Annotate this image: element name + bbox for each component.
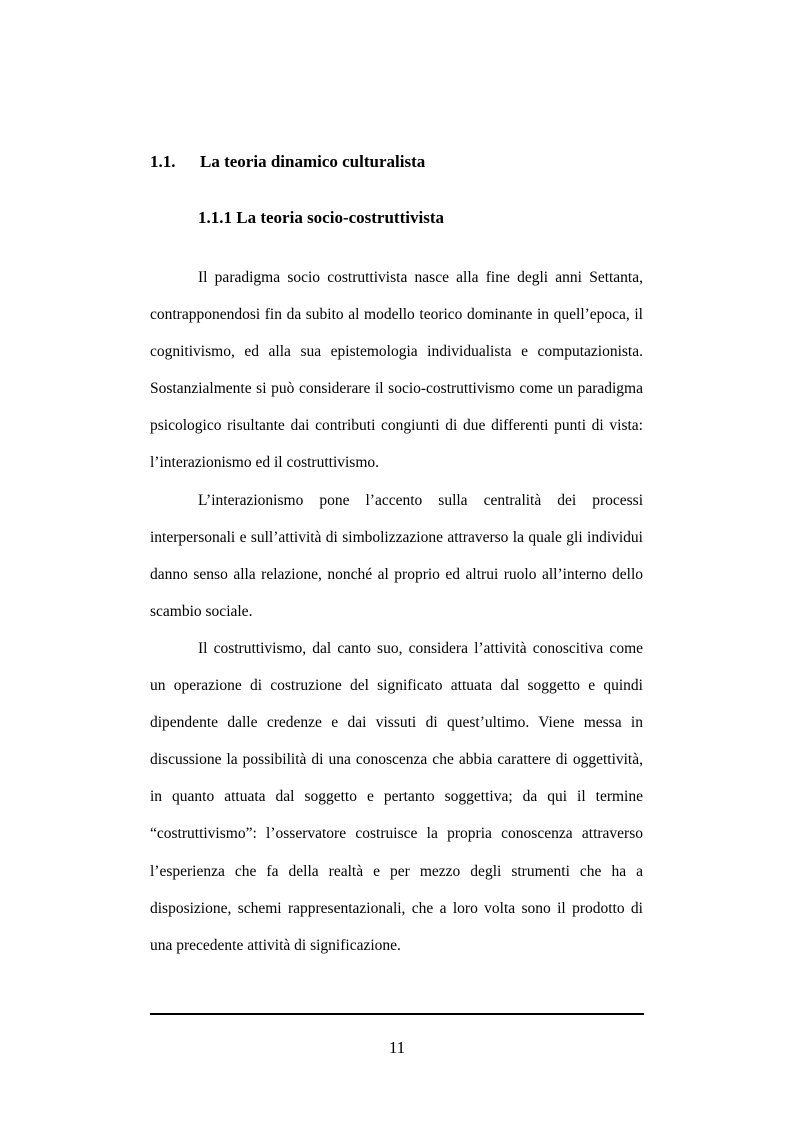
- page-number: 11: [388, 1038, 406, 1057]
- section-number: 1.1.: [150, 152, 176, 171]
- section-heading: [150, 152, 425, 172]
- section-title: La teoria dinamico culturalista: [200, 152, 426, 171]
- paragraph-2: L’interazionismo pone l’accento sulla centralità dei processi interpersonali e sull’attività di simbolizzazione attraverso la quale gli individui danno senso alla relazione, nonché al proprio ed altrui ruolo all’interno dello scambio sociale.: [150, 491, 643, 620]
- footer-divider: [150, 1013, 644, 1015]
- body-text: [150, 259, 643, 964]
- paragraph-1: Il paradigma socio costruttivista nasce alla fine degli anni Settanta, contrapponendosi fin da subito al modello teorico dominante in quell’epoca, il cognitivismo, ed alla sua epistemologia individualista e computazionista. Sostanzialmente si può considerare il socio-costruttivismo come un paradigma psicologico risultante dai contributi congiunti di due differenti punti di vista: l’interazionismo ed il costruttivismo.: [150, 269, 643, 472]
- subsection-heading: 1.1.1 La teoria socio-costruttivista: [198, 208, 444, 227]
- paragraph-3: Il costruttivismo, dal canto suo, considera l’attività conoscitiva come un operazione di costruzione del significato attuata dal soggetto e quindi dipendente dalle credenze e dai vissuti di quest’ultimo. Viene messa in discussione la possibilità di una conoscenza che abbia carattere di oggettività, in quanto attuata dal soggetto e pertanto soggettiva; da qui il termine “costruttivismo”: l’osservatore costruisce la propria conoscenza attraverso l’esperienza che fa della realtà e per mezzo degli strumenti che ha a disposizione, schemi rappresentazionali, che a loro volta sono il prodotto di una precedente attività di significazione.: [150, 639, 643, 954]
